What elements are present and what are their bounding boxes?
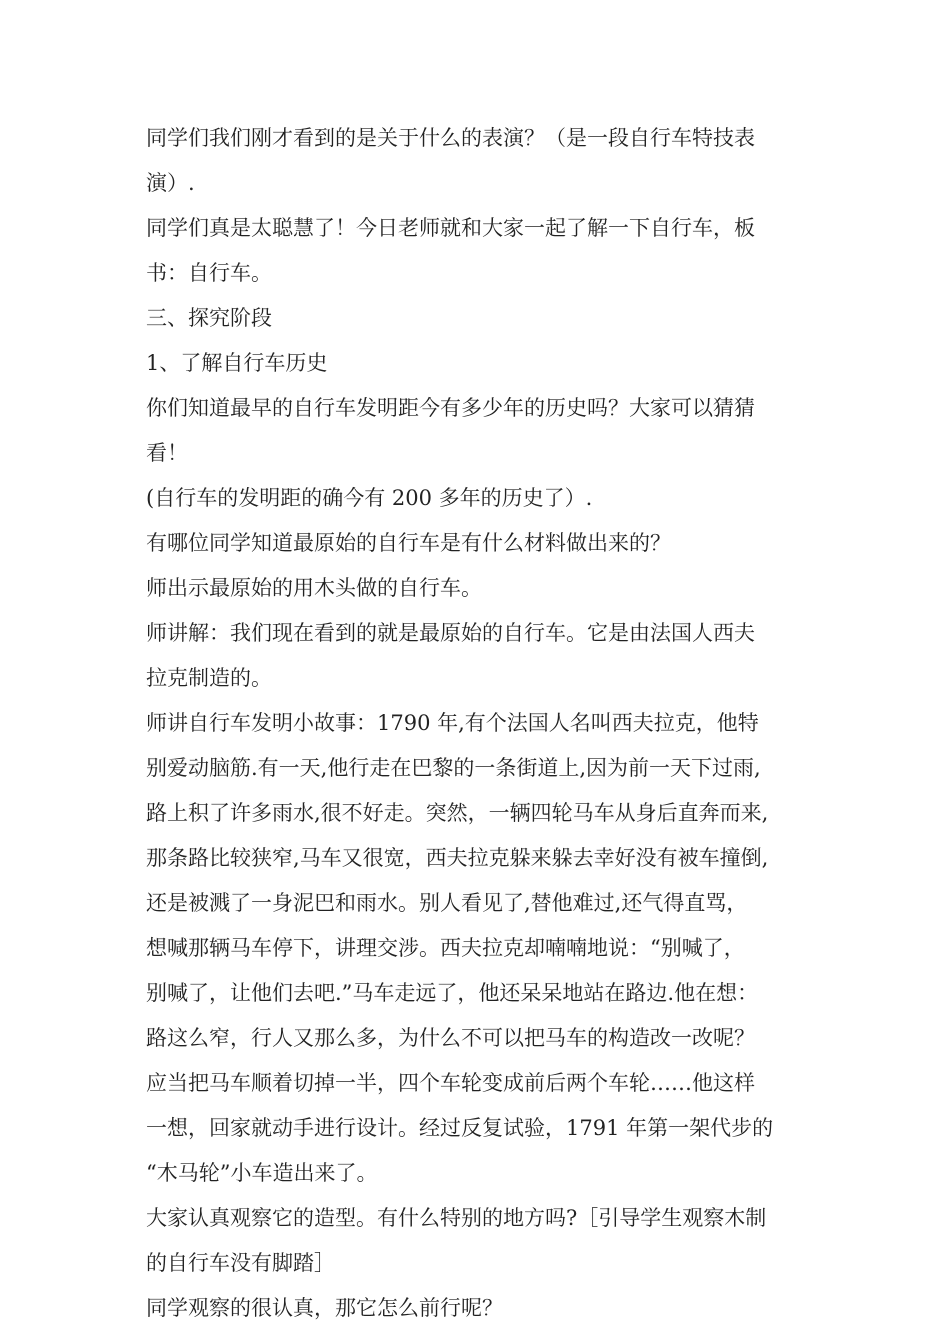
text-line: 同学们真是太聪慧了！今日老师就和大家一起了解一下自行车，板 [146,216,755,240]
text-line: 大家认真观察它的造型。有什么特别的地方吗?［引导学生观察木制 [146,1206,767,1230]
text-line: 书：自行车。 [146,261,272,285]
text-line: 一想，回家就动手进行设计。经过反复试验，1791 年第一架代步的 [146,1116,774,1140]
paragraph-11 [146,1196,814,1286]
subsection-heading [146,341,814,386]
text-line: 应当把马车顺着切掉一半，四个车轮变成前后两个车轮……他这样 [146,1071,755,1095]
heading-line: 三、探究阶段 [146,306,272,330]
paragraph-12 [146,1286,814,1331]
text-line: 师讲解：我们现在看到的就是最原始的自行车。它是由法国人西夫 [146,621,755,645]
text-line: 别爱动脑筋.有一天,他行走在巴黎的一条街道上,因为前一天下过雨, [146,756,761,780]
text-line: “木马轮”小车造出来了。 [146,1161,378,1185]
story-paragraph [146,701,814,1196]
text-line: 的自行车没有脚踏］ [146,1251,335,1275]
text-line: 有哪位同学知道最原始的自行车是有什么材料做出来的？ [146,531,671,555]
text-line: 路这么窄，行人又那么多，为什么不可以把马车的构造改一改呢？ [146,1026,755,1050]
heading-line: 1、了解自行车历史 [146,351,328,375]
text-line: 演）. [146,171,195,195]
paragraph-7 [146,521,814,566]
text-line: 那条路比较狭窄,马车又很宽，西夫拉克躲来躲去幸好没有被车撞倒, [146,846,769,870]
text-line: 你们知道最早的自行车发明距今有多少年的历史吗？大家可以猜猜 [146,396,755,420]
text-line: 师出示最原始的用木头做的自行车。 [146,576,482,600]
text-line: 还是被溅了一身泥巴和雨水。别人看见了,替他难过,还气得直骂， [146,891,748,915]
text-line: 别喊了，让他们去吧.”马车走远了，他还呆呆地站在路边.他在想： [146,981,759,1005]
paragraph-1 [146,116,814,206]
section-heading [146,296,814,341]
paragraph-6 [146,476,814,521]
paragraph-2 [146,206,814,296]
paragraph-9 [146,611,814,701]
text-line: 同学们我们刚才看到的是关于什么的表演？（是一段自行车特技表 [146,126,755,150]
text-line: 看！ [146,441,188,465]
text-line: 拉克制造的。 [146,666,272,690]
text-line: (自行车的发明距的确今有 200 多年的历史了）. [146,486,593,510]
text-line: 想喊那辆马车停下，讲理交涉。西夫拉克却喃喃地说：“别喊了， [146,936,745,960]
document-body [146,116,814,1331]
paragraph-8 [146,566,814,611]
text-line: 路上积了许多雨水,很不好走。突然，一辆四轮马车从身后直奔而来, [146,801,769,825]
text-line: 同学观察的很认真，那它怎么前行呢？ [146,1296,503,1320]
paragraph-5 [146,386,814,476]
text-line: 师讲自行车发明小故事：1790 年,有个法国人名叫西夫拉克，他特 [146,711,759,735]
